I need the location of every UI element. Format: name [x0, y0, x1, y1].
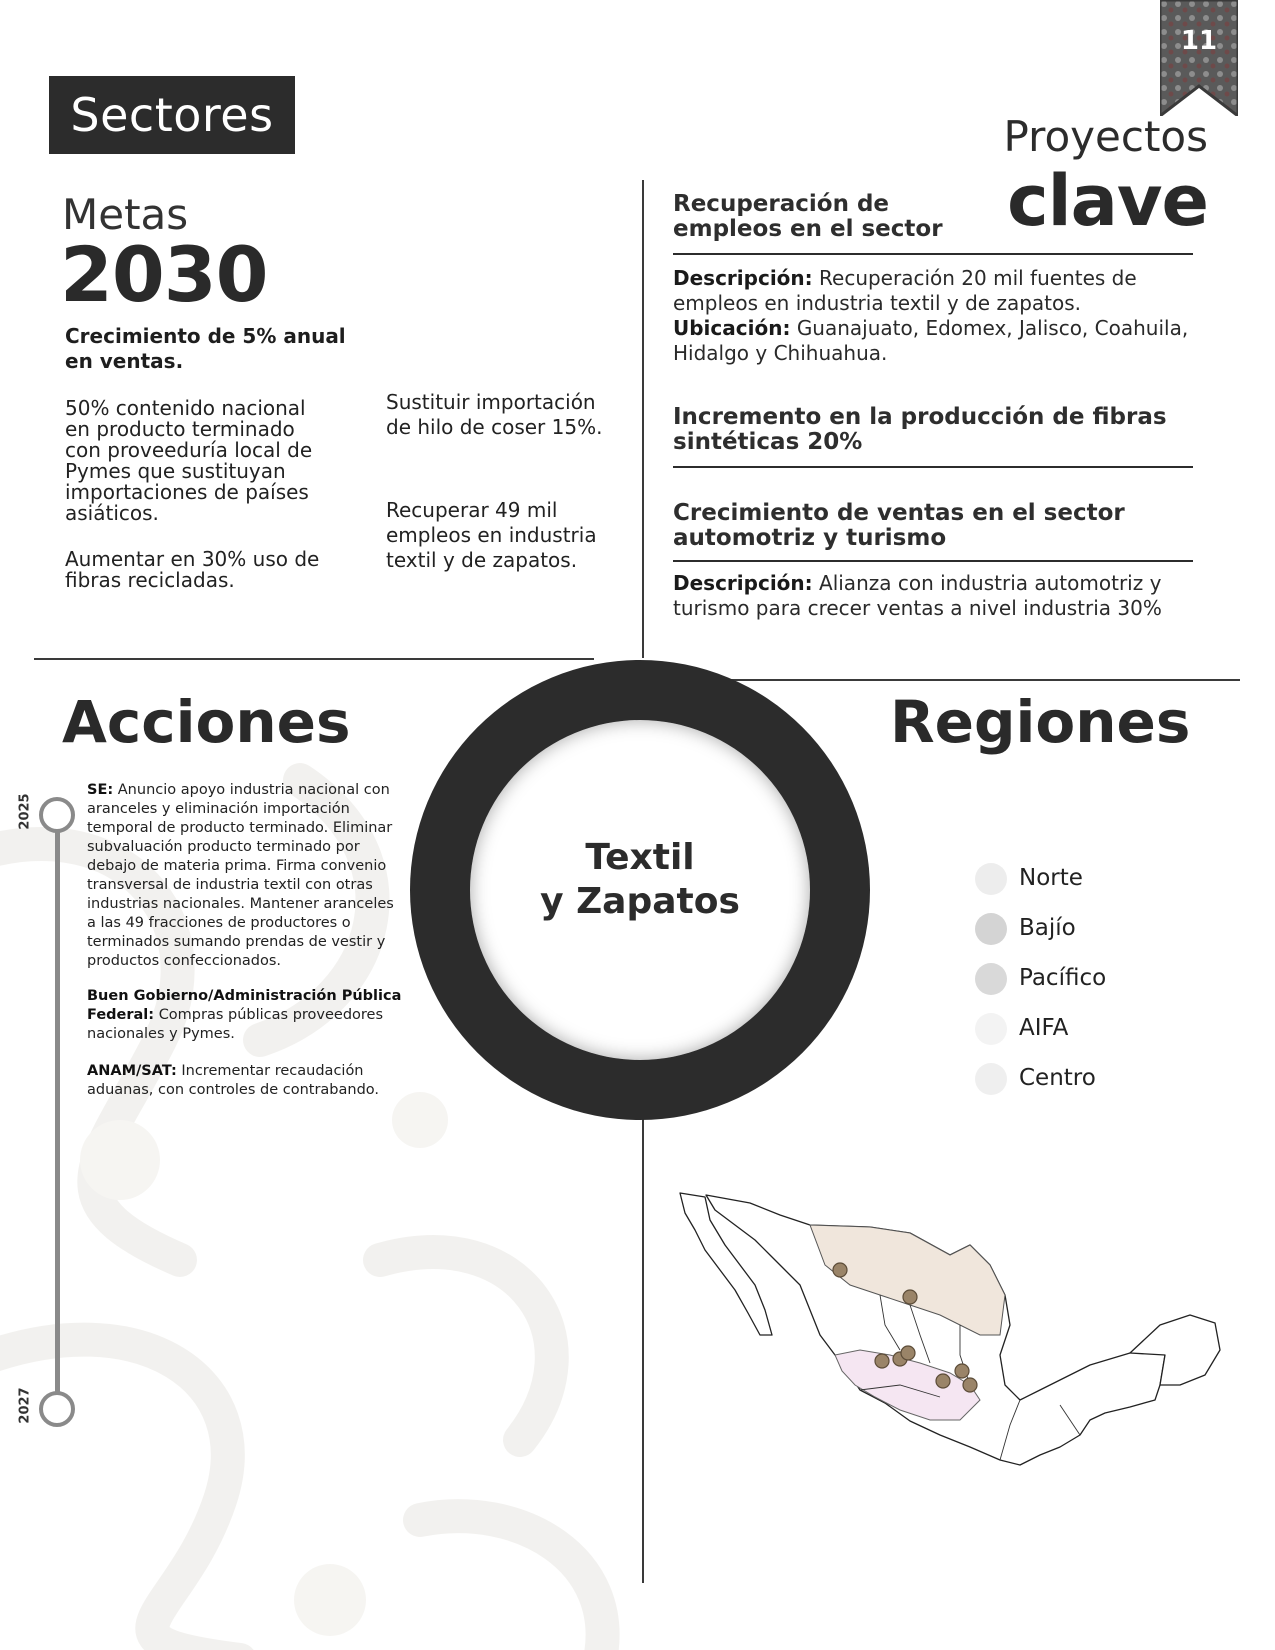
- project-description: [673, 266, 1203, 366]
- metas-headline: Crecimiento de 5% anual en ventas.: [65, 324, 346, 373]
- regiones-title: Regiones: [890, 688, 1191, 756]
- map-marker: [833, 1263, 847, 1277]
- mexico-map: [660, 1185, 1230, 1555]
- map-marker: [875, 1354, 889, 1368]
- metas-label: Metas: [62, 190, 189, 239]
- action-item: [87, 781, 407, 971]
- acciones-title: Acciones: [62, 688, 351, 756]
- region-label: Bajío: [1019, 915, 1076, 941]
- timeline-year-end: 2027: [17, 1387, 33, 1424]
- description-label: Descripción:: [673, 266, 813, 290]
- action-agency: Buen Gobierno/Administración Pública Federal:: [87, 988, 402, 1023]
- divider-horizontal-left: [34, 658, 594, 660]
- divider-horizontal-right: [720, 679, 1240, 681]
- project-description: [673, 571, 1203, 621]
- sector-label: [470, 836, 810, 924]
- region-color-dot: [975, 963, 1007, 995]
- map-marker: [901, 1346, 915, 1360]
- region-color-dot: [975, 863, 1007, 895]
- project-title: Crecimiento de ventas en el sector automotriz y turismo: [673, 500, 1125, 551]
- map-marker: [936, 1374, 950, 1388]
- location-label: Ubicación:: [673, 316, 791, 340]
- action-item: [87, 987, 407, 1044]
- description-text: Recuperación 20 mil fuentes de empleos en industria textil y de zapatos.: [673, 266, 1137, 315]
- sector-label-line: y Zapatos: [540, 881, 740, 922]
- timeline-node-start: [39, 797, 75, 833]
- metas-goal: Sustituir importación de hilo de coser 15%.: [386, 390, 603, 439]
- sector-label-line: Textil: [585, 837, 695, 878]
- timeline-year-start: 2025: [17, 793, 33, 830]
- project-rule: [673, 560, 1193, 562]
- proyectos-label: Proyectos: [1003, 112, 1208, 161]
- project-title: Incremento en la producción de fibras sintéticas 20%: [673, 404, 1167, 455]
- page-ribbon: [1160, 0, 1238, 116]
- metas-year: 2030: [60, 230, 268, 319]
- project-rule: [673, 253, 1193, 255]
- section-tag: Sectores: [49, 76, 295, 154]
- proyectos-label-bold: clave: [1007, 160, 1208, 242]
- region-label: AIFA: [1019, 1015, 1069, 1041]
- project-title: Recuperación de empleos en el sector: [673, 191, 943, 242]
- metas-goal: 50% contenido nacional en producto terminado con proveeduría local de Pymes que sustituyan importaciones de países asiáticos.: [65, 396, 313, 525]
- action-item: [87, 1062, 407, 1100]
- metas-goal: Aumentar en 30% uso de fibras recicladas.: [65, 547, 320, 592]
- map-marker: [903, 1290, 917, 1304]
- action-text: Compras públicas proveedores nacionales y Pymes.: [87, 1007, 384, 1042]
- metas-goal: Recuperar 49 mil empleos en industria textil y de zapatos.: [386, 498, 597, 572]
- page-number: 11: [1180, 26, 1218, 56]
- region-color-dot: [975, 1063, 1007, 1095]
- timeline-line: [55, 815, 60, 1395]
- map-mainland: [706, 1195, 1170, 1465]
- region-label: Centro: [1019, 1065, 1096, 1091]
- description-text: Alianza con industria automotriz y turismo para crecer ventas a nivel industria 30%: [673, 571, 1162, 620]
- project-rule: [673, 466, 1193, 468]
- action-agency: SE:: [87, 782, 114, 798]
- action-agency: ANAM/SAT:: [87, 1063, 177, 1079]
- divider-vertical-top: [642, 180, 644, 658]
- region-color-dot: [975, 1013, 1007, 1045]
- divider-vertical-bottom: [642, 1115, 644, 1583]
- map-marker: [955, 1364, 969, 1378]
- region-label: Pacífico: [1019, 965, 1107, 991]
- region-label: Norte: [1019, 865, 1083, 891]
- action-text: Incrementar recaudación aduanas, con controles de contrabando.: [87, 1063, 380, 1098]
- location-text: Guanajuato, Edomex, Jalisco, Coahuila, Hidalgo y Chihuahua.: [673, 316, 1189, 365]
- map-marker: [963, 1378, 977, 1392]
- description-label: Descripción:: [673, 571, 813, 595]
- action-text: Anuncio apoyo industria nacional con aranceles y eliminación importación temporal de producto terminado. Eliminar subvaluación producto terminado por debajo de materia prima. Firma convenio transversal de industria textil con otras industrias nacionales. Mantener aranceles a las 49 fracciones de productores o terminados sumando prendas de vestir y productos confeccionados.: [87, 782, 394, 969]
- timeline-node-end: [39, 1391, 75, 1427]
- region-color-dot: [975, 913, 1007, 945]
